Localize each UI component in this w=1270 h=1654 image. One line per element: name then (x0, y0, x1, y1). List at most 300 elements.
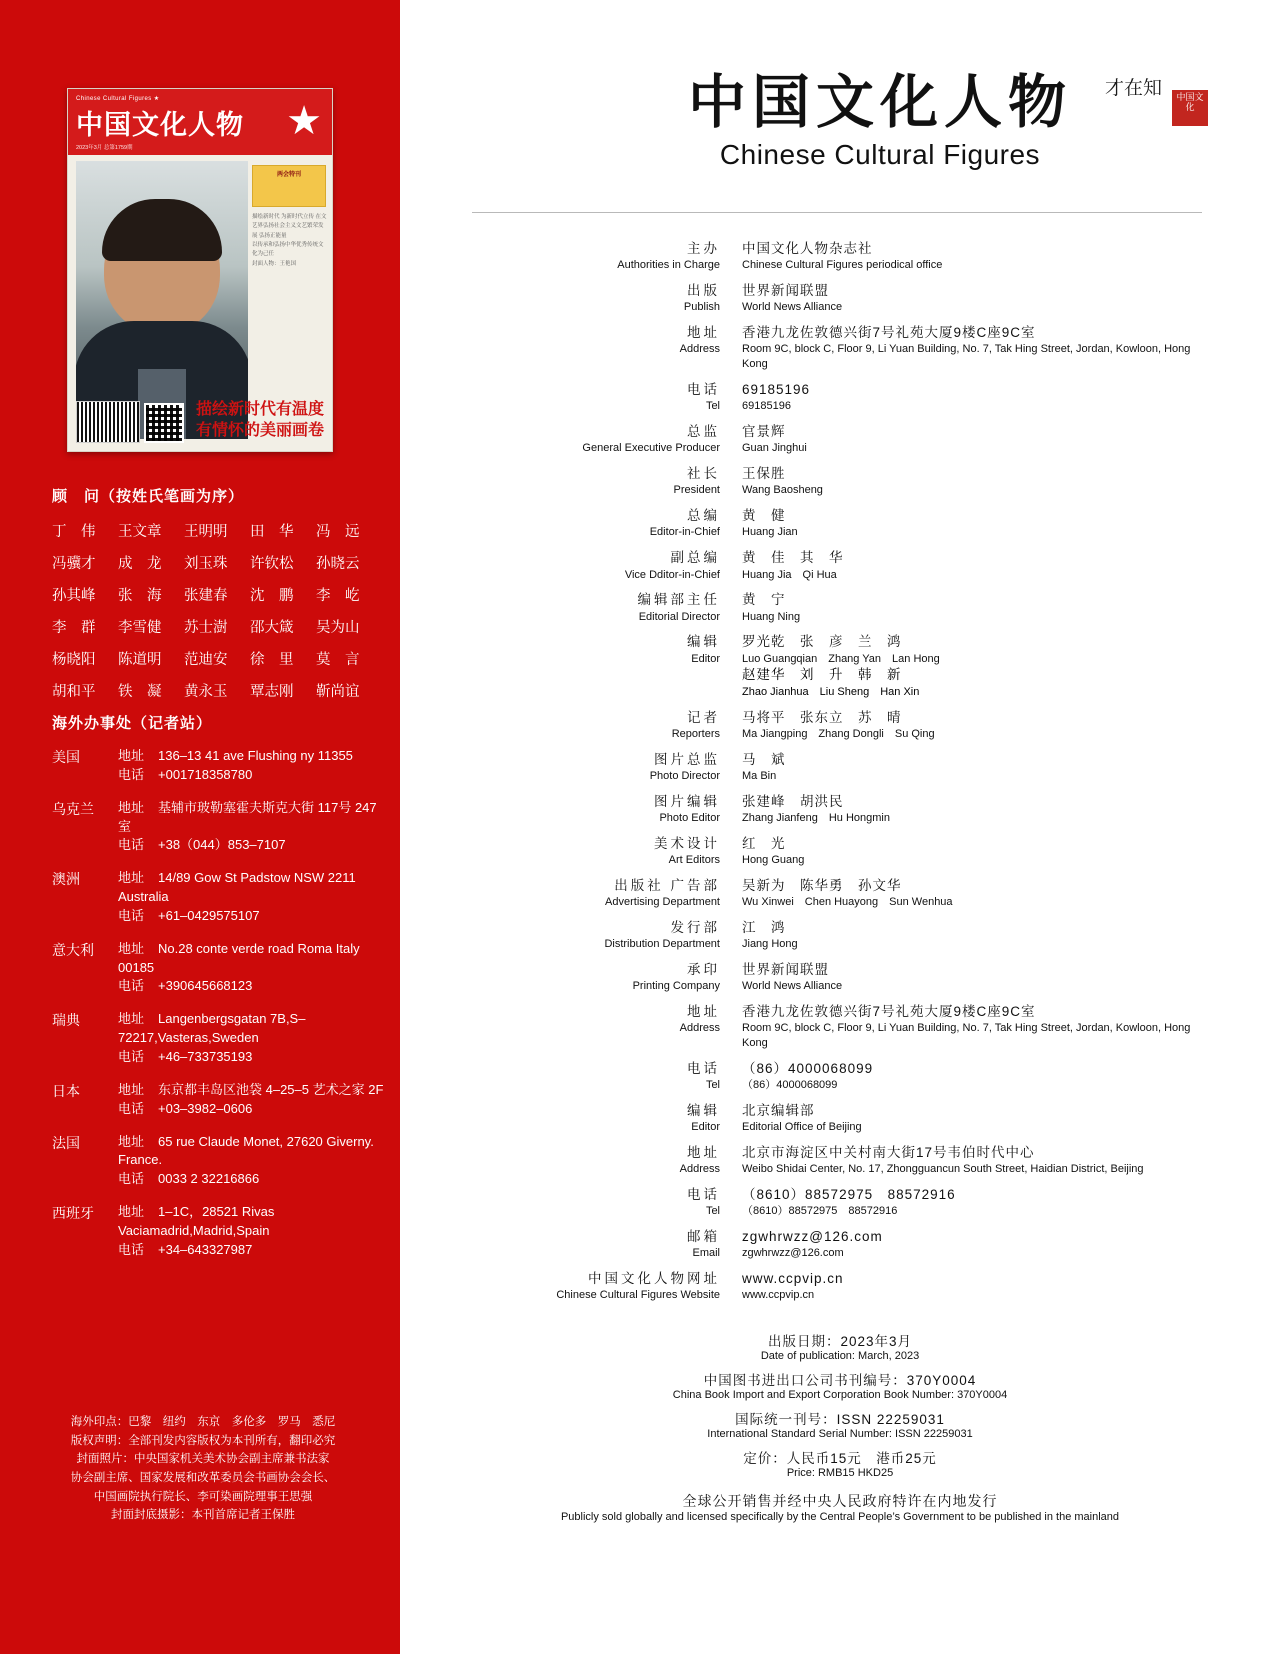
imprint-label (472, 1228, 742, 1261)
imprint-value-cn: 罗光乾 张 彦 兰 鸿 (742, 634, 902, 650)
publication-row (460, 1447, 1220, 1479)
footer-note-line: 封面封底摄影：本刊首席记者王保胜 (111, 1509, 295, 1522)
advisor-name: 沈 鹏 (250, 588, 294, 604)
overseas-offices-section (52, 712, 387, 1260)
imprint-label-cn: 出版社 广告部 (614, 877, 720, 893)
imprint-value-cn: 吴新为 陈华勇 孙文华 (742, 877, 902, 893)
imprint-value (742, 793, 1202, 826)
imprint-value (742, 709, 1202, 742)
imprint-value-en: Ma Jiangping Zhang Dongli Su Qing (742, 727, 935, 740)
imprint-label-cn: 社长 (687, 466, 720, 482)
website-link-en[interactable]: www.ccpvip.cn (742, 1289, 815, 1302)
imprint-label-cn: 记者 (687, 709, 720, 725)
office-country: 瑞典 (52, 1012, 80, 1029)
office-tel-line (118, 977, 387, 996)
imprint-value-en: 69185196 (742, 400, 791, 413)
office-tel-label: 电话 (118, 978, 145, 994)
office-address-line (118, 1010, 387, 1048)
imprint-label-cn: 总监 (687, 424, 720, 440)
office-details (118, 1081, 387, 1119)
office-address-line (118, 869, 387, 907)
office-address-label: 地址 (118, 870, 145, 886)
office-tel-line (118, 1048, 387, 1067)
imprint-row (472, 793, 1202, 826)
imprint-label (472, 961, 742, 994)
imprint-label (472, 507, 742, 540)
imprint-value-cn: 红 光 (742, 835, 786, 851)
imprint-label (472, 1102, 742, 1135)
cover-side-text-line-1: 描绘新时代 为新时代立传 在文艺界弘扬社会主义文艺繁荣发展 弘扬正能量 (252, 214, 327, 239)
publication-en: International Standard Serial Number: ISSN 22259031 (707, 1428, 973, 1440)
imprint-label-cn: 编辑 (687, 1102, 720, 1118)
imprint-label (472, 591, 742, 624)
imprint-value-cn: 香港九龙佐敦德兴街7号礼苑大厦9楼C座9C室 (742, 325, 1036, 341)
advisors-section (52, 485, 382, 701)
imprint-label (472, 1186, 742, 1219)
office-tel-value: +34–643327987 (158, 1241, 253, 1257)
office-address-label: 地址 (118, 1011, 145, 1027)
imprint-value-en: Zhang Jianfeng Hu Hongmin (742, 811, 890, 824)
imprint-label (472, 381, 742, 414)
imprint-row (472, 591, 1202, 624)
office-tel-line (118, 1241, 387, 1260)
imprint-label-en: Editor (691, 652, 720, 665)
imprint-value (742, 1102, 1202, 1135)
imprint-label-cn: 副总编 (670, 550, 720, 566)
cover-side-text (252, 213, 328, 269)
imprint-value-cn-line2: 赵建华 刘 升 韩 新 (742, 667, 902, 683)
advisor-name: 铁 凝 (118, 684, 162, 700)
license-en: Publicly sold globally and licensed specifically by the Central People’s Government to be published in the mainland (560, 1511, 1120, 1523)
publication-cn: 国际统一刊号：ISSN 22259031 (735, 1412, 945, 1427)
office-address-line (118, 940, 387, 978)
imprint-value-en: Huang Ning (742, 610, 801, 623)
imprint-label-en: Tel (705, 1079, 720, 1092)
imprint-label-en: Email (692, 1247, 720, 1260)
imprint-value-cn: 官景辉 (742, 424, 786, 440)
office-entry (52, 1203, 387, 1260)
imprint-value-cn: 张建峰 胡洪民 (742, 793, 844, 809)
imprint-row (472, 919, 1202, 952)
imprint-label-en: Distribution Department (604, 938, 720, 951)
imprint-label-cn: 主办 (687, 241, 720, 256)
imprint-label-cn: 图片总监 (654, 751, 720, 767)
imprint-label-cn: 图片编辑 (654, 793, 720, 809)
imprint-value-cn: 江 鸿 (742, 919, 786, 935)
header-divider (472, 212, 1202, 213)
imprint-row (472, 961, 1202, 994)
imprint-value-cn: 黄 健 (742, 508, 786, 524)
office-address-value: 东京都丰岛区池袋 4–25–5 艺术之家 2F (158, 1081, 384, 1097)
footer-note-line: 中国画院执行院长、李可染画院理事王思强 (93, 1490, 313, 1503)
office-tel-value: 0033 2 32216866 (158, 1171, 260, 1187)
imprint-label-en: Publish (683, 301, 720, 314)
imprint-label-cn: 电话 (687, 1187, 720, 1203)
imprint-label-cn: 电话 (687, 382, 720, 398)
imprint-value (742, 549, 1202, 582)
advisor-name: 张 海 (118, 588, 162, 604)
advisors-title: 顾 问（按姓氏笔画为序） (52, 488, 245, 505)
imprint-value-en: World News Alliance (742, 301, 843, 314)
office-country: 美国 (52, 749, 80, 765)
publication-details (460, 1330, 1220, 1530)
office-address-label: 地址 (118, 940, 145, 956)
office-country: 乌克兰 (52, 800, 94, 817)
imprint-value-en: Guan Jinghui (742, 442, 807, 455)
imprint-label-en: Address (679, 1163, 720, 1176)
imprint-value-cn: 香港九龙佐敦德兴街7号礼苑大厦9楼C座9C室 (742, 1003, 1036, 1019)
advisor-name: 许钦松 (250, 556, 294, 572)
imprint-label (472, 709, 742, 742)
office-entry (52, 869, 387, 926)
office-tel-line (118, 836, 387, 855)
office-address-label: 地址 (118, 1081, 145, 1097)
office-country: 西班牙 (52, 1205, 94, 1222)
office-address-line (118, 747, 387, 766)
imprint-value (742, 1144, 1202, 1177)
imprint-row (472, 324, 1202, 372)
website-link-cn[interactable]: www.ccpvip.cn (742, 1271, 844, 1287)
imprint-label-cn: 地址 (687, 325, 720, 341)
office-country: 法国 (52, 1134, 80, 1151)
office-address-line (118, 1203, 387, 1241)
office-tel-label: 电话 (118, 837, 145, 853)
imprint-label-en: Tel (705, 1205, 720, 1218)
office-address-line (118, 1133, 387, 1171)
imprint-row (472, 1003, 1202, 1051)
imprint-label-en: Tel (705, 400, 720, 413)
imprint-value-en: Huang Jian (742, 526, 798, 539)
imprint-label-en: Editor (691, 1121, 720, 1134)
masthead-title-en: Chinese Cultural Figures (719, 138, 1041, 170)
imprint-value (742, 1003, 1202, 1051)
imprint-label-cn: 出版 (687, 283, 720, 299)
office-country: 日本 (52, 1082, 80, 1099)
imprint-value-cn: 世界新闻联盟 (742, 961, 829, 977)
imprint-value-cn: 北京市海淀区中关村南大街17号韦伯时代中心 (742, 1145, 1035, 1160)
imprint-row (472, 1102, 1202, 1135)
advisor-name: 吴为山 (316, 620, 360, 636)
imprint-value-en: Hong Guang (742, 853, 805, 866)
office-details (118, 747, 387, 785)
imprint-label (472, 633, 742, 699)
imprint-label-en: Advertising Department (605, 896, 720, 908)
office-details (118, 799, 387, 856)
imprint-label-cn: 承印 (687, 961, 720, 977)
imprint-label-en: Address (679, 343, 720, 356)
imprint-value (742, 240, 1202, 273)
advisor-name: 苏士澍 (184, 620, 228, 636)
imprint-row (472, 465, 1202, 498)
office-address-label: 地址 (118, 1204, 145, 1220)
footer-note-line: 封面照片：中央国家机关美术协会副主席兼书法家 (76, 1453, 330, 1466)
barcode-icon (76, 401, 140, 443)
imprint-label-cn: 中国文化人物网址 (588, 1271, 720, 1287)
imprint-value (742, 423, 1202, 456)
office-entry (52, 799, 387, 856)
brush-signature: 才在知 (1104, 77, 1162, 99)
publication-en: Date of publication: March, 2023 (760, 1350, 920, 1362)
imprint-label (472, 1270, 742, 1303)
advisor-name: 李 屹 (316, 588, 360, 604)
office-tel-label: 电话 (118, 1048, 145, 1064)
office-address-value: 1–1C，28521 Rivas Vaciamadrid,Madrid,Spain (118, 1204, 275, 1238)
office-tel-value: +46–733735193 (158, 1048, 253, 1064)
office-tel-label: 电话 (118, 1241, 145, 1257)
imprint-row (472, 1270, 1202, 1303)
advisor-name: 莫 言 (316, 652, 360, 668)
imprint-value-en: Editorial Office of Beijing (742, 1121, 862, 1134)
advisor-name: 冯骥才 (52, 556, 96, 572)
overseas-offices-title: 海外办事处（记者站） (52, 715, 213, 732)
imprint-value (742, 1060, 1202, 1093)
imprint-value-en: Room 9C, block C, Floor 9, Li Yuan Building, No. 7, Tak Hing Street, Jordan, Kowloon, Hong Kong (742, 343, 1191, 371)
office-tel-value: +390645668123 (158, 978, 253, 994)
imprint-label (472, 835, 742, 868)
cover-side-text-line-2: 以传承和弘扬中华优秀传统文化为己任 (252, 242, 324, 258)
office-address-value: 136–13 41 ave Flushing ny 11355 (158, 748, 353, 763)
imprint-label (472, 549, 742, 582)
advisor-name: 陈道明 (118, 652, 162, 668)
seal-icon: 中国文化 (1172, 90, 1208, 126)
imprint-value-cn: 王保胜 (742, 466, 786, 482)
imprint-row (472, 1186, 1202, 1219)
imprint-info-table (472, 240, 1202, 1312)
office-tel-label: 电话 (118, 1100, 145, 1116)
imprint-value (742, 465, 1202, 498)
imprint-row (472, 1060, 1202, 1093)
imprint-value (742, 1270, 1202, 1303)
imprint-label (472, 240, 742, 273)
imprint-row (472, 709, 1202, 742)
publication-cn: 中国图书进出口公司书刊编号：370Y0004 (703, 1373, 977, 1388)
advisor-name: 靳尚谊 (316, 684, 360, 700)
masthead (570, 68, 1204, 171)
imprint-value-cn: 69185196 (742, 382, 811, 398)
office-address-line (118, 1081, 387, 1100)
imprint-value (742, 507, 1202, 540)
imprint-value (742, 282, 1202, 315)
office-tel-label: 电话 (118, 1171, 145, 1187)
imprint-label-en: Editor-in-Chief (649, 526, 720, 539)
office-entry (52, 940, 387, 997)
advisor-name: 田 华 (250, 524, 294, 540)
imprint-row (472, 282, 1202, 315)
imprint-label-cn: 总编 (687, 508, 720, 524)
imprint-value-cn: 黄 宁 (742, 592, 786, 608)
imprint-row (472, 549, 1202, 582)
cover-dateline: 2023年3月 总第1759期 (76, 145, 133, 151)
imprint-label (472, 877, 742, 910)
office-details (118, 1203, 387, 1260)
advisor-name: 刘玉珠 (184, 556, 228, 572)
imprint-label (472, 919, 742, 952)
office-details (118, 1010, 387, 1067)
imprint-row (472, 633, 1202, 699)
imprint-label (472, 751, 742, 784)
office-tel-line (118, 1170, 387, 1189)
office-entry (52, 1133, 387, 1190)
left-footer-notes (20, 1413, 386, 1525)
office-country: 澳洲 (52, 871, 80, 888)
cover-caption: 封面人物：王艳国 (252, 260, 297, 267)
office-country: 意大利 (52, 941, 94, 958)
office-tel-value: +001718358780 (158, 766, 253, 782)
imprint-value-en: Chinese Cultural Figures periodical office (742, 259, 943, 272)
imprint-value-cn: zgwhrwzz@126.com (742, 1229, 883, 1245)
imprint-row (472, 240, 1202, 273)
advisor-name: 黄永玉 (184, 684, 228, 700)
office-entry (52, 1010, 387, 1067)
imprint-value (742, 324, 1202, 372)
imprint-value-en: Luo Guangqian Zhang Yan Lan Hong (742, 652, 940, 665)
office-entry (52, 1081, 387, 1119)
imprint-row (472, 1228, 1202, 1261)
imprint-value-cn: （86）4000068099 (742, 1060, 874, 1076)
imprint-value-cn: 世界新闻联盟 (742, 283, 829, 299)
cover-slogan-line-2: 有情怀的美丽画卷 (195, 420, 324, 440)
office-address-value: 基辅市玻勒塞霍夫斯克大街 117号 247室 (118, 799, 377, 834)
office-tel-line (118, 907, 387, 926)
advisor-name: 冯 远 (316, 524, 360, 540)
imprint-value-en: Weibo Shidai Center, No. 17, Zhongguancun South Street, Haidian District, Beijing (742, 1163, 1144, 1176)
imprint-row (472, 507, 1202, 540)
imprint-row (472, 751, 1202, 784)
imprint-row (472, 835, 1202, 868)
office-address-label: 地址 (118, 748, 145, 763)
imprint-label-cn: 地址 (687, 1145, 720, 1160)
office-details (118, 1133, 387, 1190)
cover-english-strapline: Chinese Cultural Figures ★ (76, 96, 160, 102)
imprint-value (742, 1228, 1202, 1261)
office-address-label: 地址 (118, 1133, 145, 1149)
office-tel-label: 电话 (118, 766, 145, 782)
publication-en: Price: RMB15 HKD25 (786, 1467, 894, 1479)
masthead-title-cn: 中国文化人物 (687, 68, 1072, 136)
imprint-row (472, 1144, 1202, 1177)
imprint-label (472, 1144, 742, 1177)
advisor-name: 徐 里 (250, 652, 294, 668)
left-red-panel (0, 0, 400, 1654)
footer-note-line: 海外印点：巴黎 纽约 东京 多伦多 罗马 悉尼 (70, 1416, 336, 1428)
imprint-label-cn: 地址 (687, 1003, 720, 1019)
imprint-label-en: Photo Editor (659, 811, 720, 824)
imprint-value-cn: 马将平 张东立 苏 晴 (742, 709, 902, 725)
imprint-row (472, 423, 1202, 456)
imprint-label-cn: 发行部 (670, 919, 720, 935)
imprint-value (742, 633, 1202, 699)
imprint-value-en: Wang Baosheng (742, 484, 823, 497)
advisor-name: 丁 伟 (52, 524, 96, 540)
advisor-name: 邵大箴 (250, 620, 294, 636)
imprint-label (472, 423, 742, 456)
office-address-label: 地址 (118, 799, 145, 815)
office-entry (52, 747, 387, 785)
publication-row (460, 1330, 1220, 1362)
publication-license-row (460, 1491, 1220, 1523)
footer-note-line: 协会副主席、国家发展和改革委员会书画协会会长、 (70, 1471, 336, 1484)
office-tel-label: 电话 (118, 907, 145, 923)
imprint-label-cn: 电话 (687, 1060, 720, 1076)
footer-note-line: 版权声明：全部刊发内容版权为本刊所有，翻印必究 (70, 1434, 336, 1447)
advisor-name: 张建春 (184, 588, 228, 604)
office-details (118, 869, 387, 926)
advisor-name: 范迪安 (184, 652, 228, 668)
imprint-value-cn: 黄 佳 其 华 (742, 550, 844, 566)
publication-row (460, 1369, 1220, 1401)
publication-en: China Book Import and Export Corporation Book Number: 370Y0004 (672, 1389, 1008, 1401)
imprint-label-en: Printing Company (632, 980, 720, 993)
imprint-label-en: Photo Director (649, 769, 720, 782)
advisors-name-grid (52, 520, 382, 701)
imprint-value-cn: 中国文化人物杂志社 (742, 241, 873, 256)
imprint-value (742, 751, 1202, 784)
imprint-value (742, 381, 1202, 414)
advisor-name: 覃志刚 (250, 684, 294, 700)
imprint-label-en: Vice Dditor-in-Chief (624, 568, 720, 581)
imprint-label-en: Art Editors (668, 853, 720, 866)
advisor-name: 成 龙 (118, 556, 162, 572)
imprint-label-cn: 邮箱 (687, 1229, 720, 1245)
imprint-label (472, 1003, 742, 1051)
office-tel-line (118, 1100, 387, 1119)
magazine-cover-thumbnail (67, 88, 333, 452)
office-tel-value: +03–3982–0606 (158, 1100, 253, 1116)
cover-title: 中国文化人物 (76, 110, 244, 141)
imprint-label-en: Editorial Director (638, 610, 720, 623)
imprint-value (742, 1186, 1202, 1219)
imprint-value (742, 591, 1202, 624)
imprint-value (742, 835, 1202, 868)
advisor-name: 王文章 (118, 524, 162, 540)
cover-slogan (174, 398, 324, 441)
cover-badge-label: 两会特刊 (276, 172, 301, 178)
imprint-value-en: Room 9C, block C, Floor 9, Li Yuan Building, No. 7, Tak Hing Street, Jordan, Kowloon, Hong Kong (742, 1022, 1191, 1050)
publication-cn: 定价：人民币15元 港币25元 (743, 1451, 937, 1466)
imprint-value-en: （8610）88572975 88572916 (742, 1205, 898, 1218)
imprint-label-en: Reporters (671, 727, 720, 740)
advisor-name: 李 群 (52, 620, 96, 636)
office-address-line (118, 799, 387, 837)
office-address-value: 65 rue Claude Monet, 27620 Giverny. France. (118, 1133, 374, 1168)
imprint-label-en: Chinese Cultural Figures Website (556, 1289, 720, 1302)
imprint-value-en: Ma Bin (742, 769, 777, 782)
cover-special-issue-badge (252, 165, 326, 207)
portrait-hair (102, 199, 222, 261)
imprint-label-en: Address (679, 1022, 720, 1035)
imprint-value-en: zgwhrwzz@126.com (742, 1247, 844, 1260)
advisor-name: 杨晓阳 (52, 652, 96, 668)
imprint-label-cn: 编辑部主任 (637, 592, 720, 608)
imprint-value-cn: （8610）88572975 88572916 (742, 1187, 956, 1203)
star-icon: ★ (286, 99, 322, 143)
imprint-row (472, 381, 1202, 414)
imprint-value-en: Wu Xinwei Chen Huayong Sun Wenhua (742, 896, 953, 908)
office-tel-value: +38（044）853–7107 (158, 837, 286, 853)
imprint-label-cn: 编辑 (687, 634, 720, 650)
advisor-name: 胡和平 (52, 684, 96, 700)
imprint-value (742, 919, 1202, 952)
imprint-value-cn: 马 斌 (742, 751, 786, 767)
advisor-name: 李雪健 (118, 620, 162, 636)
imprint-label (472, 1060, 742, 1093)
imprint-label-en: President (673, 484, 720, 497)
imprint-label (472, 465, 742, 498)
imprint-value-en: Jiang Hong (742, 938, 798, 951)
imprint-value-en: Huang Jia Qi Hua (742, 568, 837, 581)
imprint-label-en: Authorities in Charge (617, 259, 720, 272)
office-address-value: Langenbergsgatan 7B,S–72217,Vasteras,Sweden (118, 1011, 306, 1046)
